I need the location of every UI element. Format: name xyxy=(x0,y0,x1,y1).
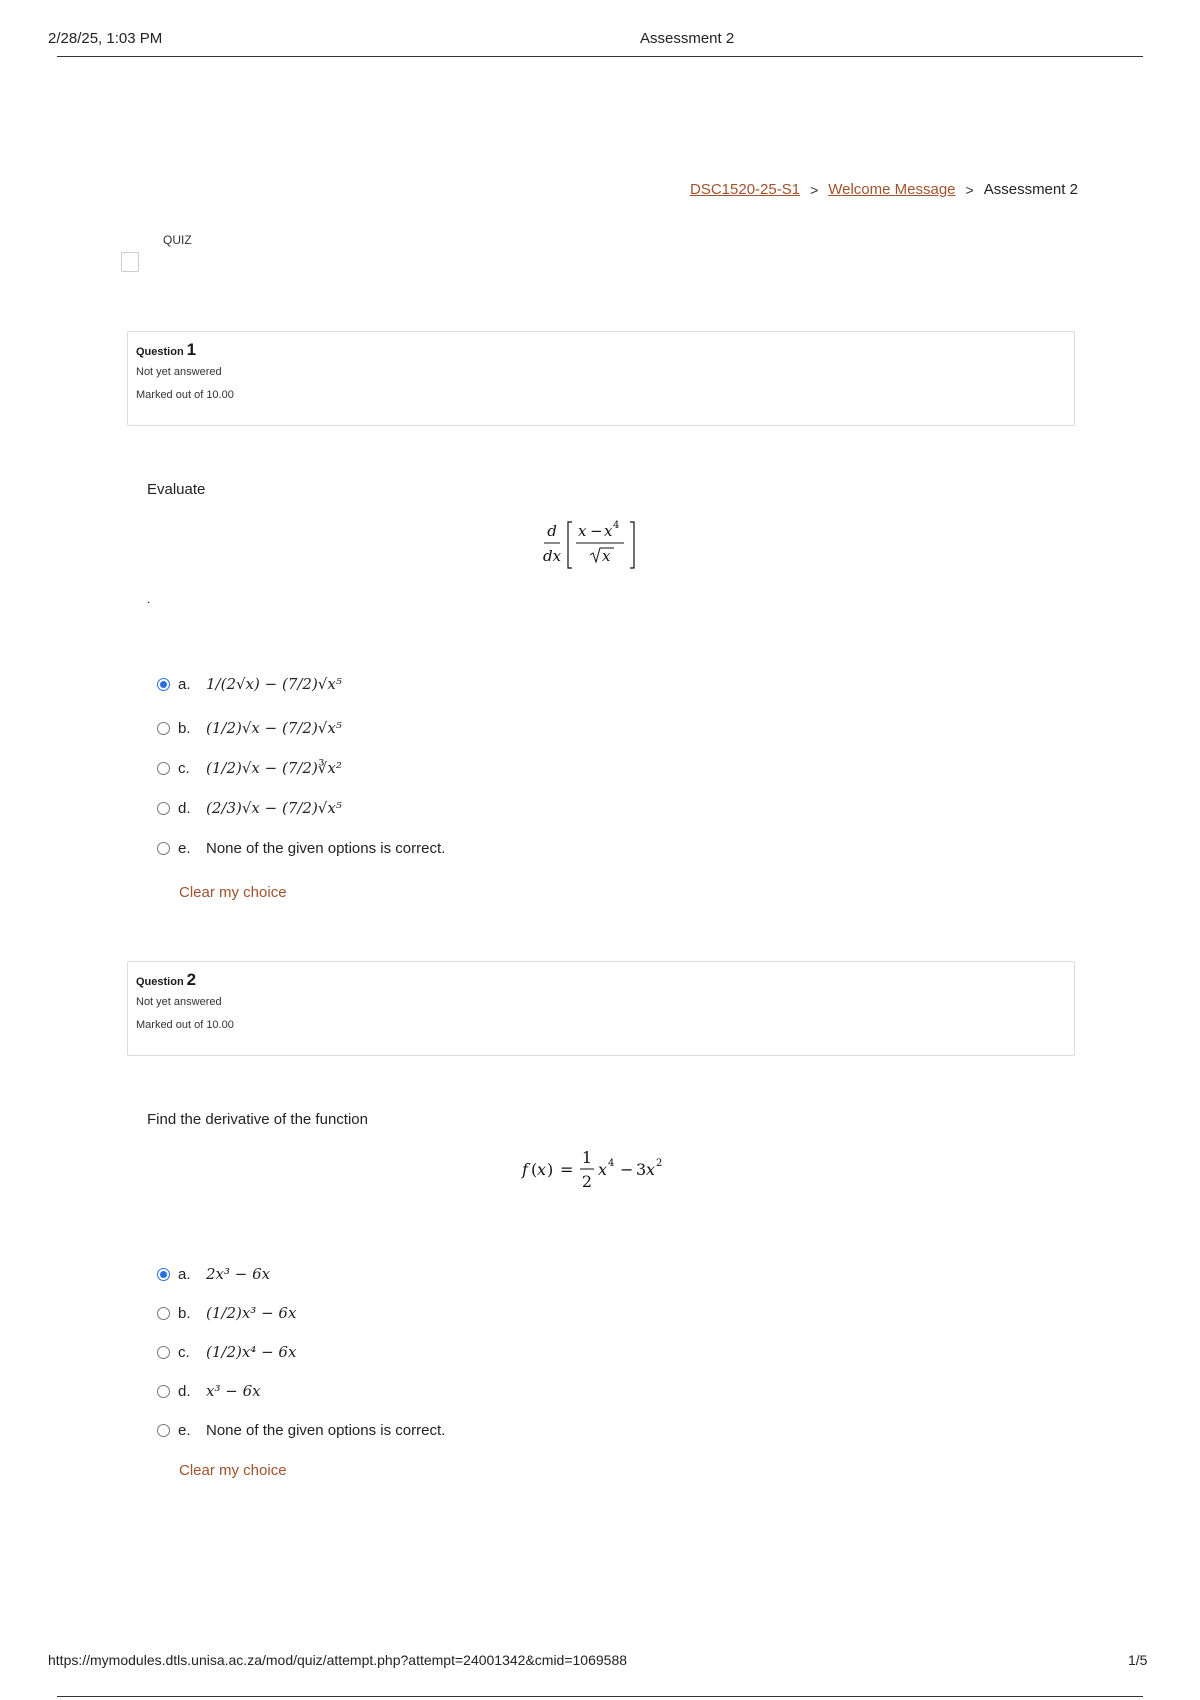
svg-text:1: 1 xyxy=(581,1148,593,1167)
question-prompt: Find the derivative of the function xyxy=(147,1111,368,1128)
svg-text:4: 4 xyxy=(608,1158,615,1169)
footer-rule xyxy=(57,1696,1143,1697)
question-formula xyxy=(520,1145,690,1195)
radio-button[interactable] xyxy=(157,1346,170,1359)
radio-button[interactable] xyxy=(157,842,170,855)
question-status: Not yet answered xyxy=(136,366,222,378)
svg-text:2: 2 xyxy=(581,1172,593,1191)
activity-type-label: QUIZ xyxy=(163,233,192,247)
answer-option-b[interactable]: b. (1/2)x³ − 6x xyxy=(157,1301,445,1325)
svg-text:4: 4 xyxy=(613,520,620,531)
answer-option-b[interactable]: b. (1/2)√x − (7/2)√x⁵ xyxy=(157,716,445,740)
svg-text:=: = xyxy=(560,1160,574,1179)
svg-text:f: f xyxy=(522,1160,528,1179)
breadcrumb-current: Assessment 2 xyxy=(983,181,1078,198)
svg-text:(: ( xyxy=(531,1160,538,1179)
answer-option-e[interactable]: e. None of the given options is correct. xyxy=(157,836,445,860)
print-url: https://mymodules.dtls.unisa.ac.za/mod/quiz/attempt.php?attempt=24001342&cmid=1069588 xyxy=(48,1652,628,1668)
answer-option-a[interactable]: a. 2x³ − 6x xyxy=(157,1262,445,1286)
question-info-box xyxy=(127,331,1075,426)
breadcrumb-separator: > xyxy=(810,181,819,198)
clear-choice-link[interactable]: Clear my choice xyxy=(179,1462,287,1479)
svg-text:x: x xyxy=(578,522,587,540)
breadcrumb xyxy=(690,181,1078,198)
question-title: Question 1 xyxy=(136,340,197,359)
svg-text:x: x xyxy=(602,547,611,565)
print-page-number: 1/5 xyxy=(1128,1652,1148,1668)
svg-text:d: d xyxy=(547,522,557,540)
header-rule xyxy=(57,56,1143,57)
breadcrumb-separator: > xyxy=(965,181,974,198)
answer-option-d[interactable]: d. (2/3)√x − (7/2)√x⁵ xyxy=(157,796,445,820)
svg-text:dx: dx xyxy=(542,547,562,565)
radio-button[interactable] xyxy=(157,678,170,691)
breadcrumb-course-link[interactable]: DSC1520-25-S1 xyxy=(690,181,801,198)
answer-options-list xyxy=(157,672,445,860)
answer-option-c[interactable]: c. (1/2)x⁴ − 6x xyxy=(157,1340,445,1364)
svg-text:x: x xyxy=(598,1160,608,1179)
derivative-expression-graphic xyxy=(540,515,670,575)
clear-choice-link[interactable]: Clear my choice xyxy=(179,884,287,901)
answer-option-d[interactable]: d. x³ − 6x xyxy=(157,1379,445,1403)
question-prompt: Evaluate xyxy=(147,481,206,498)
svg-text:): ) xyxy=(547,1160,554,1179)
radio-button[interactable] xyxy=(157,1307,170,1320)
answer-option-a[interactable]: a. 1/(2√x) − (7/2)√x⁵ xyxy=(157,672,445,696)
print-datetime: 2/28/25, 1:03 PM xyxy=(48,30,163,47)
radio-button[interactable] xyxy=(157,1385,170,1398)
svg-text:x: x xyxy=(604,522,613,540)
quiz-icon xyxy=(121,252,139,272)
svg-text:x: x xyxy=(646,1160,656,1179)
breadcrumb-section-link[interactable]: Welcome Message xyxy=(828,181,956,198)
answer-options-list xyxy=(157,1262,445,1442)
svg-text:x: x xyxy=(537,1160,547,1179)
svg-text:−: − xyxy=(590,522,603,540)
svg-text:2: 2 xyxy=(656,1158,663,1169)
print-doc-title: Assessment 2 xyxy=(640,30,735,47)
radio-button[interactable] xyxy=(157,1424,170,1437)
function-expression-graphic xyxy=(520,1145,690,1195)
answer-option-e[interactable]: e. None of the given options is correct. xyxy=(157,1418,445,1442)
question-title: Question 2 xyxy=(136,970,197,989)
trailing-period: . xyxy=(147,592,151,606)
radio-button[interactable] xyxy=(157,1268,170,1281)
radio-button[interactable] xyxy=(157,762,170,775)
question-formula xyxy=(540,515,670,575)
svg-text:3: 3 xyxy=(636,1160,647,1179)
svg-text:−: − xyxy=(620,1160,634,1179)
radio-button[interactable] xyxy=(157,802,170,815)
question-info-box xyxy=(127,961,1075,1056)
answer-option-c[interactable]: c. (1/2)√x − (7/2)∛x² xyxy=(157,756,445,780)
radio-button[interactable] xyxy=(157,722,170,735)
question-marks: Marked out of 10.00 xyxy=(136,1019,234,1031)
question-status: Not yet answered xyxy=(136,996,222,1008)
question-marks: Marked out of 10.00 xyxy=(136,389,234,401)
